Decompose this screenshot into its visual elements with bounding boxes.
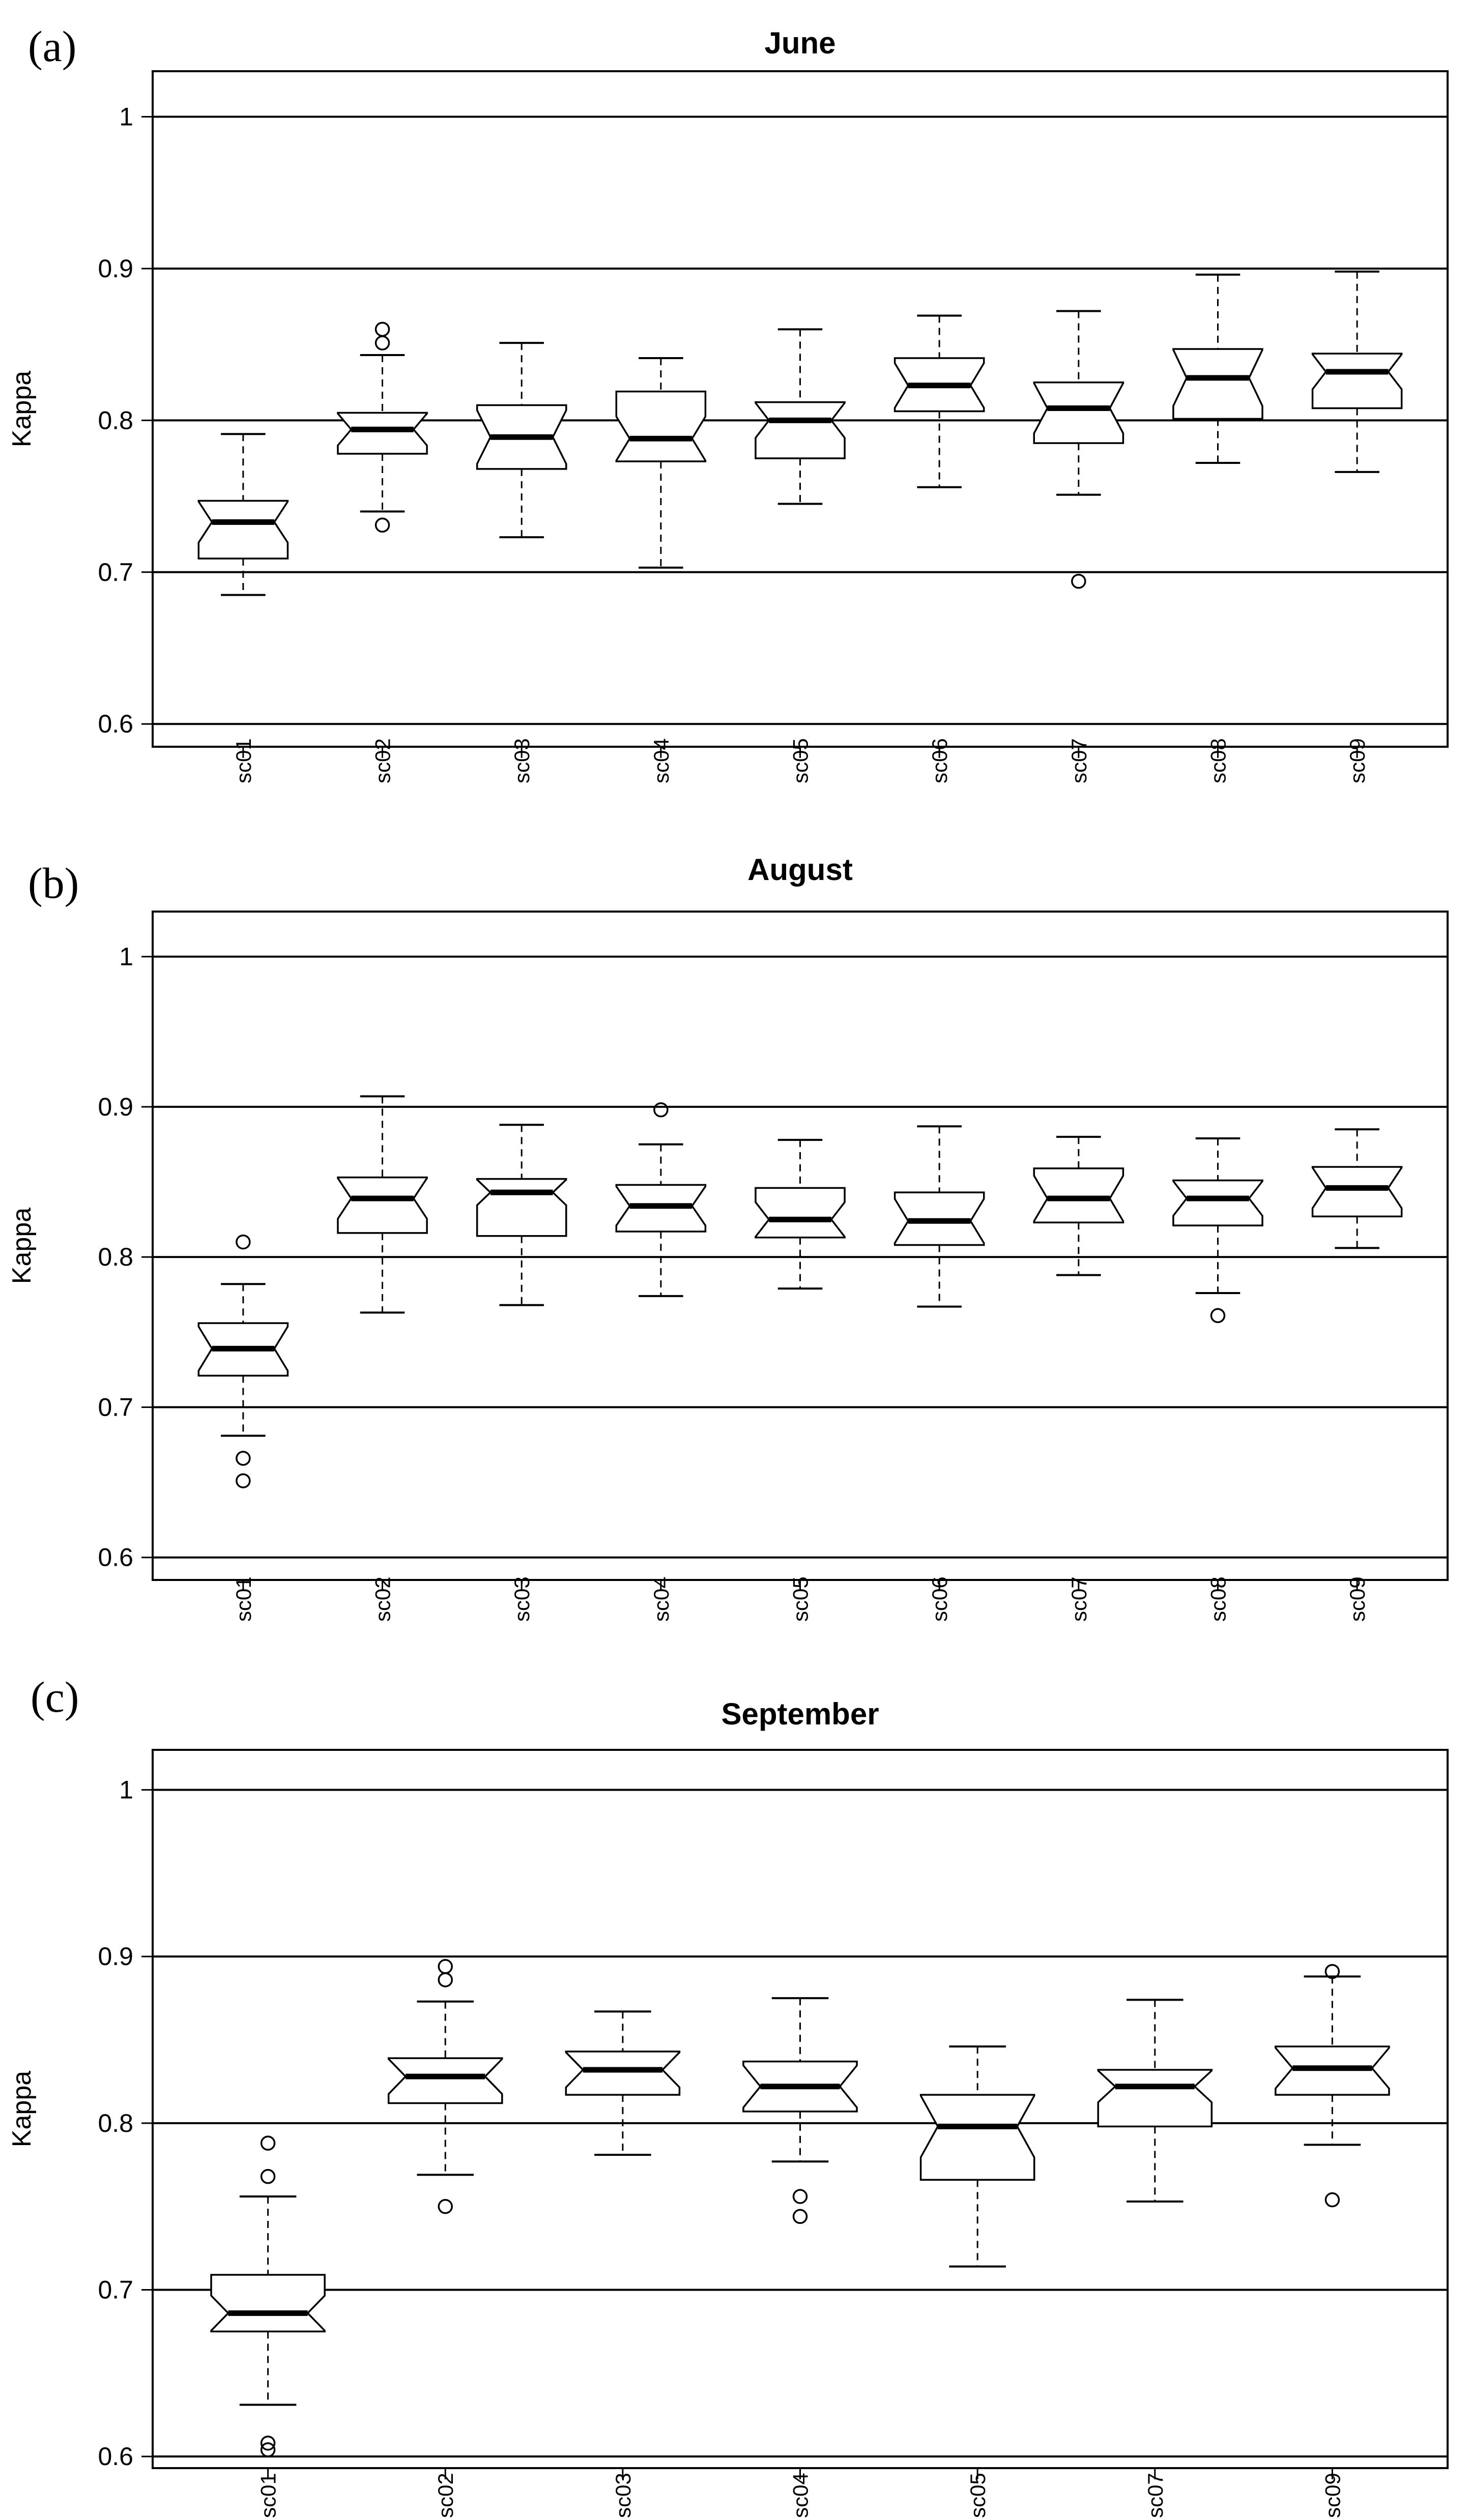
y-tick-label: 0.8 [98, 406, 133, 435]
category-label: sc02 [434, 2473, 458, 2518]
y-tick-label: 1 [119, 102, 133, 131]
box-sc06 [895, 315, 984, 487]
category-label: sc01 [231, 738, 255, 783]
outlier-point [262, 2170, 275, 2183]
box-sc06 [895, 1126, 984, 1306]
y-tick-label: 0.8 [98, 2108, 133, 2137]
box-sc09 [1313, 272, 1402, 472]
outlier-point [439, 1960, 452, 1973]
box-body [1313, 354, 1402, 408]
category-label: sc03 [510, 1576, 534, 1622]
y-tick-label: 0.7 [98, 2275, 133, 2304]
june-chart [0, 0, 1471, 834]
box-body [211, 2275, 325, 2331]
panel-september [0, 1674, 1471, 2520]
category-label: sc01 [231, 1576, 255, 1622]
box-body [756, 1188, 845, 1237]
box-sc07 [1098, 2000, 1212, 2201]
y-axis-label: Kappa [7, 1207, 37, 1284]
box-sc07 [1034, 311, 1123, 588]
box-body [1034, 383, 1123, 443]
box-sc08 [1173, 1138, 1262, 1322]
box-sc01 [198, 434, 287, 595]
outlier-point [794, 2210, 807, 2223]
category-label: sc07 [1143, 2473, 1167, 2518]
box-sc09 [1276, 1965, 1389, 2207]
outlier-point [654, 1103, 668, 1117]
category-label: sc08 [1206, 1576, 1230, 1622]
box-body [1313, 1167, 1402, 1216]
category-label: sc04 [788, 2473, 813, 2518]
box-sc04 [616, 358, 705, 568]
category-label: sc07 [1066, 1576, 1091, 1622]
outlier-point [237, 1474, 250, 1487]
y-axis-label: Kappa [7, 370, 37, 448]
panel-label: (c) [31, 1673, 79, 1721]
y-tick-label: 0.6 [98, 710, 133, 739]
outlier-point [376, 323, 389, 336]
box-sc03 [477, 343, 566, 537]
category-label: sc02 [370, 1576, 395, 1622]
category-label: sc08 [1206, 738, 1230, 783]
box-body [1173, 349, 1262, 419]
panel-label: (a) [28, 22, 77, 71]
category-label: sc09 [1320, 2473, 1345, 2518]
box-sc04 [616, 1103, 705, 1296]
box-sc08 [1173, 275, 1262, 463]
category-label: sc04 [649, 1576, 673, 1622]
box-body [756, 402, 845, 458]
box-sc01 [198, 1236, 287, 1487]
category-label: sc03 [611, 2473, 635, 2518]
box-body [477, 1179, 566, 1236]
plot-frame [153, 912, 1448, 1580]
y-tick-label: 1 [119, 1775, 133, 1804]
category-label: sc09 [1345, 1576, 1370, 1622]
outlier-point [237, 1452, 250, 1465]
category-label: sc06 [928, 1576, 952, 1622]
box-body [566, 2052, 679, 2095]
box-sc05 [756, 1140, 845, 1288]
box-body [389, 2058, 502, 2103]
category-label: sc01 [256, 2473, 280, 2518]
category-label: sc06 [928, 738, 952, 783]
chart-title: September [721, 1697, 879, 1731]
box-sc01 [211, 2136, 325, 2456]
box-body [1173, 1181, 1262, 1226]
outlier-point [237, 1236, 250, 1249]
category-label: sc03 [510, 738, 534, 783]
outlier-point [1211, 1309, 1224, 1322]
box-sc03 [477, 1125, 566, 1305]
y-tick-label: 0.6 [98, 2442, 133, 2471]
box-sc02 [389, 1960, 502, 2213]
box-body [616, 392, 705, 461]
y-axis-label: Kappa [7, 2070, 37, 2148]
y-tick-label: 0.7 [98, 1393, 133, 1422]
panel-june [0, 0, 1471, 834]
outlier-point [439, 1973, 452, 1986]
box-sc04 [743, 1998, 857, 2223]
y-tick-label: 0.9 [98, 1092, 133, 1121]
category-label: sc02 [370, 738, 395, 783]
chart-title: August [747, 853, 853, 887]
outlier-point [376, 518, 389, 532]
y-tick-label: 0.9 [98, 254, 133, 283]
box-sc02 [338, 1096, 427, 1312]
box-body [198, 501, 287, 559]
panel-august [0, 834, 1471, 1668]
box-body [338, 413, 427, 454]
y-tick-label: 0.8 [98, 1243, 133, 1272]
outlier-point [1325, 2193, 1339, 2207]
box-body [338, 1178, 427, 1233]
outlier-point [262, 2136, 275, 2150]
y-tick-label: 0.9 [98, 1942, 133, 1971]
panel-label: (b) [28, 859, 79, 907]
box-body [1098, 2070, 1212, 2126]
chart-title: June [764, 26, 836, 60]
box-sc05 [756, 329, 845, 504]
y-tick-label: 0.6 [98, 1543, 133, 1572]
box-body [921, 2095, 1034, 2180]
y-tick-label: 0.7 [98, 558, 133, 587]
box-sc05 [921, 2046, 1034, 2266]
outlier-point [1072, 575, 1085, 588]
category-label: sc09 [1345, 738, 1370, 783]
box-sc03 [566, 2011, 679, 2155]
box-body [1034, 1168, 1123, 1222]
box-sc02 [338, 323, 427, 532]
category-label: sc07 [1066, 738, 1091, 783]
category-label: sc05 [788, 738, 813, 783]
category-label: sc05 [966, 2473, 990, 2518]
category-label: sc04 [649, 738, 673, 783]
outlier-point [439, 2200, 452, 2213]
outlier-point [794, 2190, 807, 2203]
y-tick-label: 1 [119, 942, 133, 971]
box-sc09 [1313, 1129, 1402, 1248]
september-chart [0, 1674, 1471, 2520]
category-label: sc05 [788, 1576, 813, 1622]
outlier-point [376, 336, 389, 349]
box-sc07 [1034, 1137, 1123, 1275]
august-chart [0, 834, 1471, 1668]
